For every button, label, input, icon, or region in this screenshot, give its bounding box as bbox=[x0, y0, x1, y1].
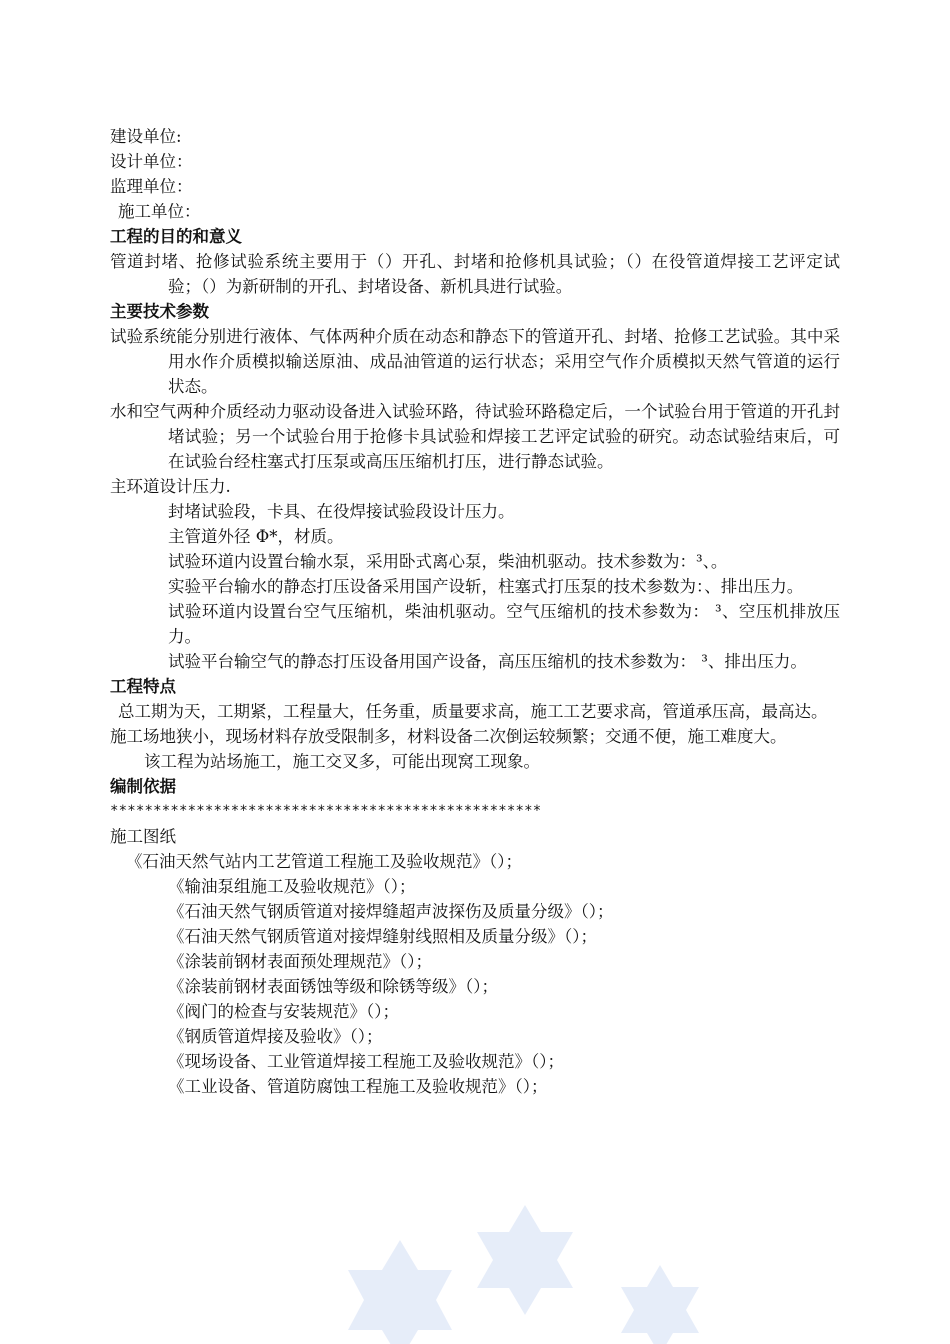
section-heading-parameters: 主要技术参数 bbox=[110, 302, 209, 321]
paragraph-params-1: 试验系统能分别进行液体、气体两种介质在动态和静态下的管道开孔、封堵、抢修工艺试验。其中采用水作介质模拟输送原油、成品油管道的运行状态；采用空气作介质模拟天然气管道的运行状态。 bbox=[110, 327, 840, 396]
paragraph-features-2: 施工场地狭小，现场材料存放受限制多，材料设备二次倒运较频繁；交通不便，施工难度大。 bbox=[110, 727, 787, 746]
paragraph-params-2: 水和空气两种介质经动力驱动设备进入试验环路，待试验环路稳定后，一个试验台用于管道的开孔封堵试验；另一个试验台用于抢修卡具试验和焊接工艺评定试验的研究。动态试验结束后，可在试验台经柱塞式打压泵或高压压缩机打压，进行静态试验。 bbox=[110, 402, 840, 471]
section-heading-purpose: 工程的目的和意义 bbox=[110, 227, 242, 246]
param-item: 试验平台输空气的静态打压设备用国产设备，高压压缩机的技术参数为： ³、排出压力。 bbox=[168, 652, 807, 671]
param-item: 试验环道内设置台空气压缩机，柴油机驱动。空气压缩机的技术参数为： ³、空压机排放压力。 bbox=[168, 602, 840, 646]
spec-item: 《石油天然气钢质管道对接焊缝射线照相及质量分级》（）； bbox=[168, 927, 597, 946]
spec-item: 《现场设备、工业管道焊接工程施工及验收规范》（）； bbox=[168, 1052, 564, 1071]
paragraph-features-3: 该工程为站场施工，施工交叉多，可能出现窝工现象。 bbox=[144, 752, 540, 771]
owner-line: 建设单位: bbox=[110, 127, 182, 146]
drawings-line: 施工图纸 bbox=[110, 827, 176, 846]
paragraph-purpose: 管道封堵、抢修试验系统主要用于（）开孔、封堵和抢修机具试验；（）在役管道焊接工艺评定试验；（）为新研制的开孔、封堵设备、新机具进行试验。 bbox=[110, 252, 840, 296]
spec-item: 《涂装前钢材表面预处理规范》（）； bbox=[168, 952, 432, 971]
contractor-line: 施工单位： bbox=[118, 202, 201, 221]
star-divider: ************************************************** bbox=[110, 803, 542, 819]
spec-item: 《石油天然气站内工艺管道工程施工及验收规范》（）； bbox=[126, 852, 522, 871]
spec-item: 《涂装前钢材表面锈蚀等级和除锈等级》（）； bbox=[168, 977, 498, 996]
param-item: 封堵试验段，卡具、在役焊接试验段设计压力。 bbox=[168, 502, 515, 521]
param-item: 主管道外径 Φ*，材质。 bbox=[168, 527, 344, 546]
spec-item: 《钢质管道焊接及验收》（）； bbox=[168, 1027, 383, 1046]
param-item: 实验平台输水的静态打压设备采用国产设斩，柱塞式打压泵的技术参数为：、排出压力。 bbox=[168, 577, 804, 596]
spec-item: 《工业设备、管道防腐蚀工程施工及验收规范》（）； bbox=[168, 1077, 548, 1096]
spec-item: 《石油天然气钢质管道对接焊缝超声波探伤及质量分级》（）； bbox=[168, 902, 614, 921]
designer-line: 设计单位： bbox=[110, 152, 193, 171]
param-item: 试验环道内设置台输水泵，采用卧式离心泵，柴油机驱动。技术参数为：³、。 bbox=[168, 552, 728, 571]
supervisor-line: 监理单位： bbox=[110, 177, 193, 196]
section-heading-basis: 编制依据 bbox=[110, 777, 176, 796]
paragraph-params-3: 主环道设计压力. bbox=[110, 477, 231, 496]
spec-item: 《输油泵组施工及验收规范》（）； bbox=[168, 877, 416, 896]
document-body bbox=[110, 124, 840, 1099]
paragraph-features-1: 总工期为天，工期紧，工程量大，任务重，质量要求高，施工工艺要求高，管道承压高，最高达。 bbox=[118, 702, 828, 721]
section-heading-features: 工程特点 bbox=[110, 677, 176, 696]
spec-item: 《阀门的检查与安装规范》（）； bbox=[168, 1002, 399, 1021]
snowflake-watermark-icon bbox=[330, 1200, 710, 1344]
